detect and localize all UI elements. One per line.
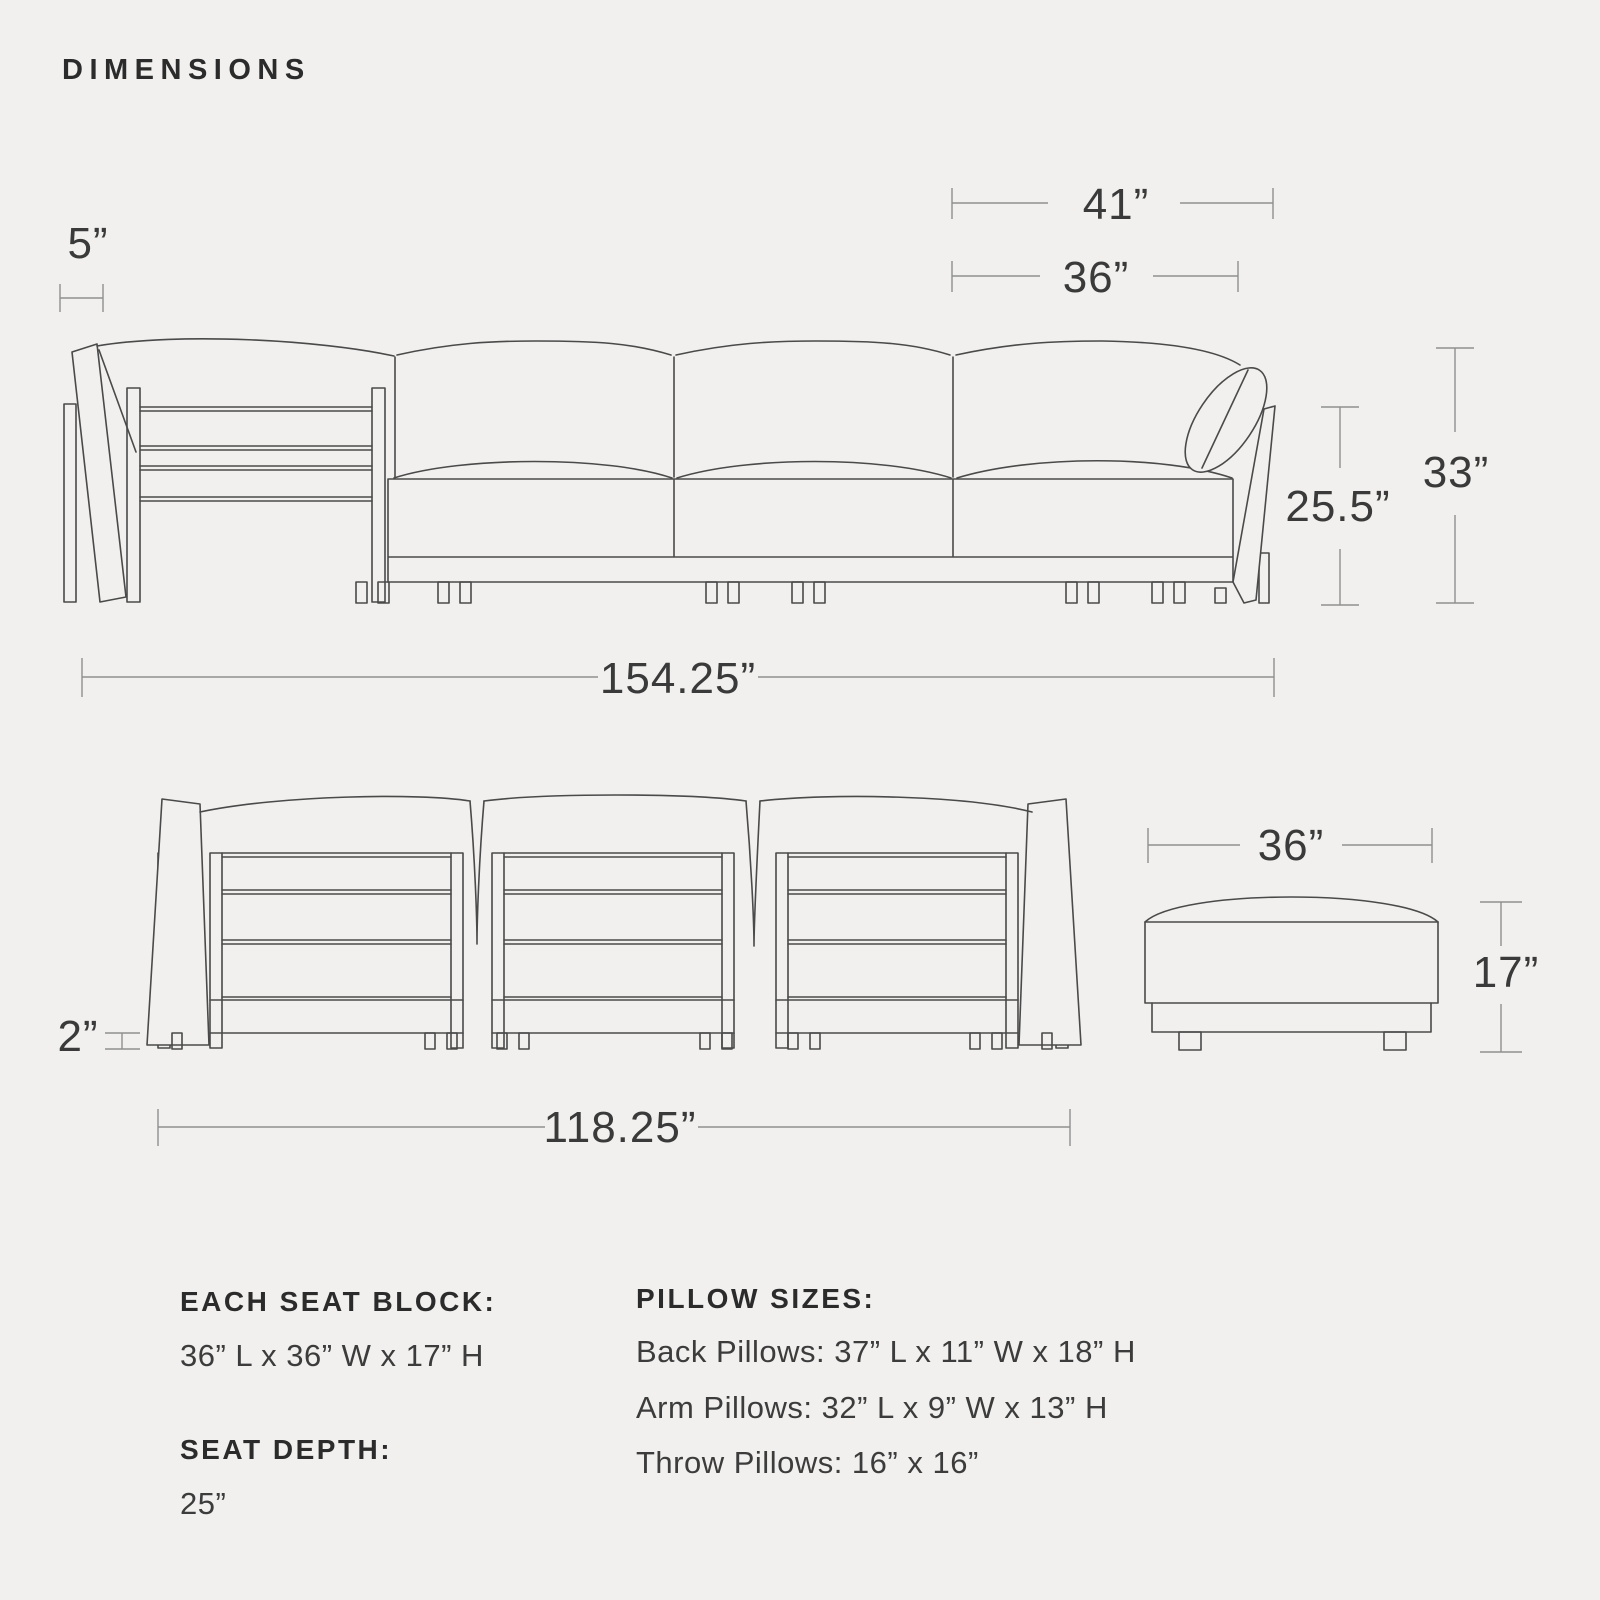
ottoman-dimensions <box>1148 821 1539 1052</box>
spec-heading-seat-depth: SEAT DEPTH: <box>180 1434 393 1465</box>
dim-label-36: 36” <box>1062 253 1130 302</box>
front-frame-post-right <box>372 388 385 602</box>
spec-value-seat-block: 36” L x 36” W x 17” H <box>180 1338 484 1373</box>
front-frame-slats <box>140 407 372 501</box>
front-base <box>388 479 1233 582</box>
spec-heading-pillow-sizes: PILLOW SIZES: <box>636 1283 876 1314</box>
spec-value-throw-pillows: Throw Pillows: 16” x 16” <box>636 1445 979 1480</box>
back-feet <box>172 1033 1052 1049</box>
front-left-post <box>64 404 76 602</box>
dim-label-ottoman-height: 17” <box>1472 948 1540 997</box>
dim-line-leg-height <box>105 1033 140 1049</box>
spec-value-arm-pillows: Arm Pillows: 32” L x 9” W x 13” H <box>636 1390 1108 1425</box>
dim-label-41: 41” <box>1082 180 1150 229</box>
back-frame-module-2 <box>492 853 734 1048</box>
back-frame-module-1 <box>210 853 463 1048</box>
front-frame-post-left <box>127 388 140 602</box>
dim-label-overall-length: 154.25” <box>599 654 757 703</box>
front-view-dimensions <box>60 180 1489 703</box>
back-view-drawing <box>147 795 1081 1049</box>
front-left-arm <box>72 344 126 602</box>
back-right-arm <box>1019 799 1081 1045</box>
ottoman-drawing <box>1145 897 1438 1050</box>
ottoman-base <box>1152 1003 1431 1032</box>
spec-value-back-pillows: Back Pillows: 37” L x 11” W x 18” H <box>636 1334 1136 1369</box>
dim-label-overall-height: 33” <box>1422 448 1490 497</box>
front-seat-cushions <box>394 461 1232 478</box>
back-cushion-seams <box>470 801 760 946</box>
back-cushion-tops <box>200 795 1032 812</box>
front-feet <box>356 582 1226 603</box>
dim-line-arm-width <box>60 284 103 312</box>
page-title: DIMENSIONS <box>62 54 311 86</box>
ottoman-body <box>1145 922 1438 1003</box>
front-cushion-seams <box>395 357 953 477</box>
ottoman-feet <box>1179 1032 1406 1050</box>
back-left-arm <box>147 799 209 1045</box>
dim-label-back-length: 118.25” <box>543 1103 697 1152</box>
spec-value-seat-depth: 25” <box>180 1486 227 1521</box>
spec-heading-seat-block: EACH SEAT BLOCK: <box>180 1286 497 1317</box>
ottoman-cushion <box>1145 897 1438 922</box>
dim-label-leg-height: 2” <box>57 1012 99 1061</box>
dim-label-back-height: 25.5” <box>1285 482 1391 531</box>
front-back-cushions <box>97 339 1240 365</box>
dim-label-ottoman-width: 36” <box>1257 821 1325 870</box>
front-view-drawing <box>64 339 1283 603</box>
back-frame-module-3 <box>776 853 1018 1048</box>
dim-label-arm-width: 5” <box>67 219 109 268</box>
